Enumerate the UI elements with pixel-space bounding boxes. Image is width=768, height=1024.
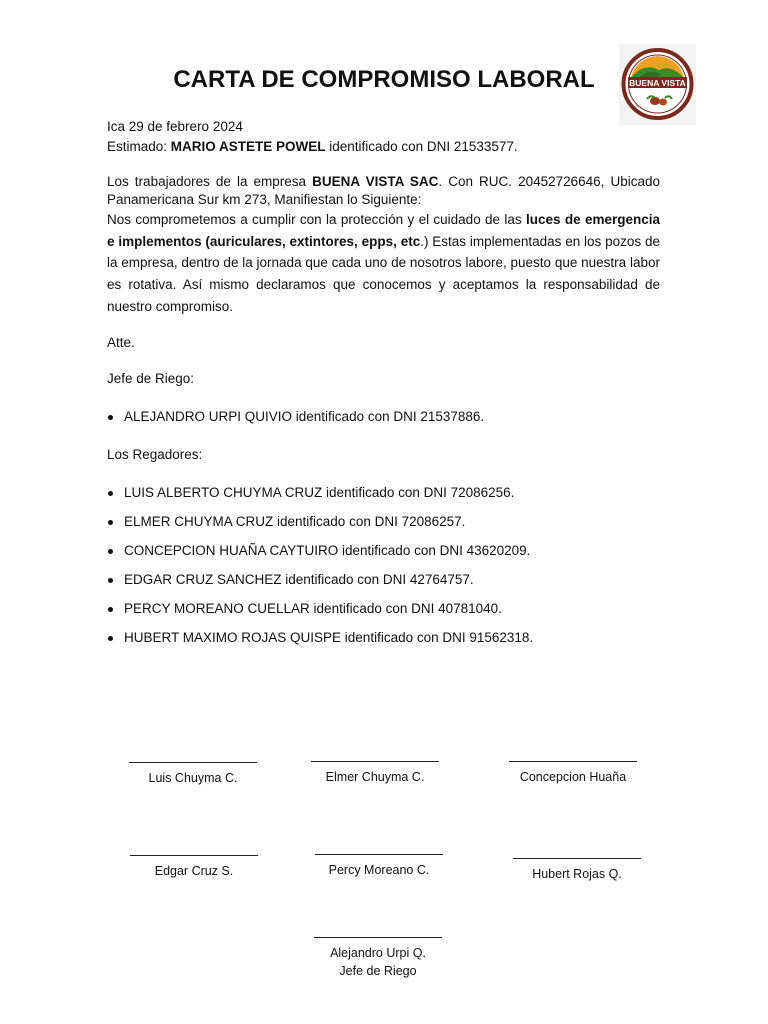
signature-role: Jefe de Riego — [339, 964, 417, 978]
chief-list — [107, 407, 484, 427]
signature-name: Hubert Rojas Q. — [532, 867, 622, 881]
greeting-name: MARIO ASTETE POWEL — [170, 139, 326, 154]
signature-line — [513, 858, 641, 859]
p2-bold-text: luces de emergencia e implementos (auriculares, extintores, epps, etc — [107, 212, 660, 249]
list-item: CONCEPCION HUAÑA CAYTUIRO identificado con DNI 43620209. — [107, 541, 533, 561]
signature-name: Luis Chuyma C. — [148, 771, 238, 785]
signature-line — [129, 762, 257, 763]
signature-name: Alejandro Urpi Q. — [330, 946, 426, 960]
signature-name: Elmer Chuyma C. — [325, 770, 425, 784]
list-item: LUIS ALBERTO CHUYMA CRUZ identificado con DNI 72086256. — [107, 483, 533, 503]
date-line: Ica 29 de febrero 2024 — [107, 119, 243, 134]
signature-block-edgar — [130, 855, 258, 880]
document-title: CARTA DE COMPROMISO LABORAL — [173, 66, 595, 93]
signature-block-alejandro — [314, 937, 442, 980]
body-paragraph-1 — [107, 173, 660, 209]
closing-text: Atte. — [107, 335, 135, 350]
logo-text: BUENA VISTA — [629, 78, 686, 88]
signature-block-hubert — [513, 858, 641, 883]
p1-text-b: . Con RUC. 20452726646, Ubicado Panamericana Sur km 273, Manifiestan lo Siguiente: — [107, 174, 660, 207]
signature-name: Edgar Cruz S. — [154, 864, 234, 878]
company-name: BUENA VISTA SAC — [312, 174, 439, 189]
signature-line — [509, 761, 637, 762]
p2-text-a: Nos comprometemos a cumplir con la protección y el cuidado de las — [107, 212, 526, 227]
body-paragraph-2 — [107, 209, 660, 318]
list-item: PERCY MOREANO CUELLAR identificado con DNI 40781040. — [107, 599, 533, 619]
chief-heading: Jefe de Riego: — [107, 371, 195, 386]
signature-line — [130, 855, 258, 856]
body-text — [107, 173, 660, 318]
signature-name: Concepcion Huaña — [519, 770, 627, 784]
signature-line — [314, 937, 442, 938]
signature-block-luis — [129, 762, 257, 787]
signature-block-percy — [315, 854, 443, 879]
list-item: ELMER CHUYMA CRUZ identificado con DNI 72086257. — [107, 512, 533, 532]
p1-text-a: Los trabajadores de la empresa — [107, 174, 313, 189]
workers-heading: Los Regadores: — [107, 447, 203, 462]
signature-name: Percy Moreano C. — [328, 863, 430, 877]
workers-list — [107, 483, 533, 648]
greeting-line — [107, 137, 518, 157]
signature-line — [311, 761, 439, 762]
list-item: EDGAR CRUZ SANCHEZ identificado con DNI 42764757. — [107, 570, 533, 590]
list-item: HUBERT MAXIMO ROJAS QUISPE identificado con DNI 91562318. — [107, 628, 533, 648]
greeting-prefix: Estimado: — [107, 139, 171, 154]
list-item: ALEJANDRO URPI QUIVIO identificado con DNI 21537886. — [107, 407, 484, 427]
signature-line — [315, 854, 443, 855]
greeting-suffix: identificado con DNI 21533577. — [325, 139, 518, 154]
signature-block-elmer — [311, 761, 439, 786]
signature-block-concepcion — [508, 761, 638, 786]
p2-text-b: .) Estas implementadas en los pozos de la empresa, dentro de la jornada que cada uno de nosotros labore, puesto que nuestra labor es rotativa. Así mismo declaramos que conocemos y aceptamos la responsabilidad de nuestro compromiso. — [107, 233, 660, 314]
